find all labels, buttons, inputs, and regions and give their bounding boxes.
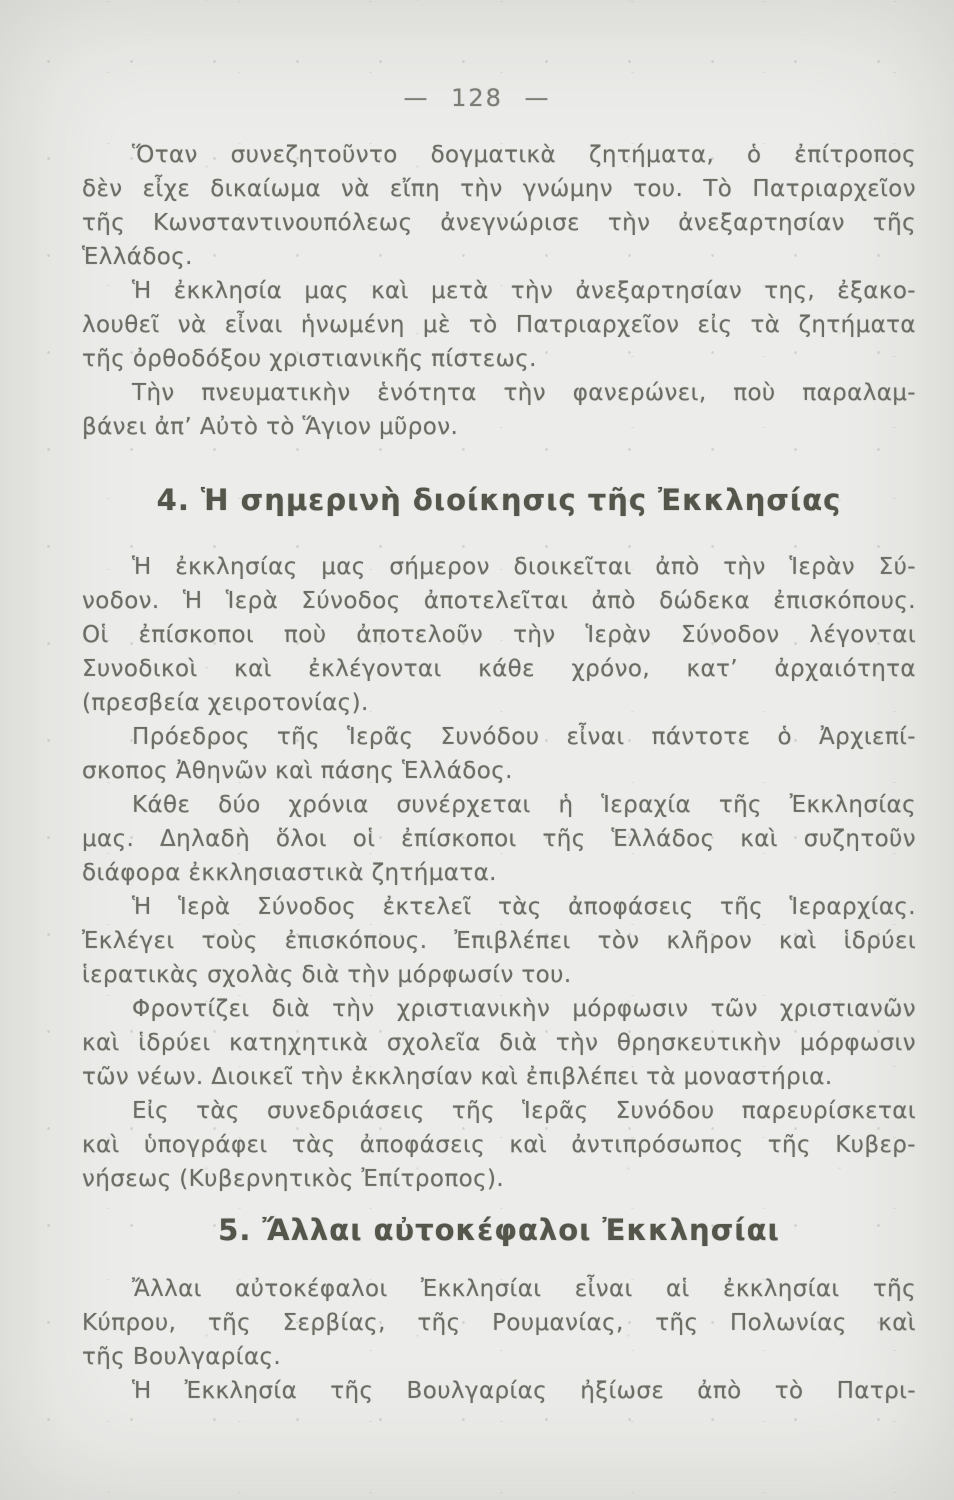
paragraph bbox=[82, 1272, 916, 1374]
paragraph bbox=[82, 274, 916, 376]
text-line: Ἡ ἐκκλησίας μας σήμερον διοικεῖται ἀπὸ τὴν Ἱερὰν Σύ- bbox=[132, 554, 916, 580]
paragraph bbox=[82, 376, 916, 444]
text-line: (πρεσβεία χειροτονίας). bbox=[82, 690, 369, 716]
text-line: Τὴν πνευματικὴν ἑνότητα τὴν φανερώνει, ποὺ παραλαμ- bbox=[132, 380, 916, 406]
text-line: Ἐκλέγει τοὺς ἐπισκόπους. Ἐπιβλέπει τὸν κλῆρον καὶ ἱδρύει bbox=[82, 928, 916, 954]
text-line: ἱερατικὰς σχολὰς διὰ τὴν μόρφωσίν του. bbox=[82, 962, 572, 988]
paragraph bbox=[82, 1094, 916, 1196]
paragraph bbox=[82, 1374, 916, 1408]
text-line: Φροντίζει διὰ τὴν χριστιανικὴν μόρφωσιν τῶν χριστιανῶν bbox=[132, 996, 916, 1022]
text-line: τῆς Κωνσταντινουπόλεως ἀνεγνώρισε τὴν ἀνεξαρτησίαν τῆς bbox=[82, 210, 916, 236]
section-heading-5: 5. Ἄλλαι αὐτοκέφαλοι Ἐκκλησίαι bbox=[218, 1213, 780, 1247]
text-line: Εἰς τὰς συνεδριάσεις τῆς Ἱερᾶς Συνόδου παρευρίσκεται bbox=[132, 1098, 916, 1124]
text-line: Ὅταν συνεζητοῦντο δογματικὰ ζητήματα, ὁ ἐπίτροπος bbox=[132, 142, 916, 168]
text-line: Ἡ Ἐκκλησία τῆς Βουλγαρίας ἠξίωσε ἀπὸ τὸ Πατρι- bbox=[132, 1378, 916, 1404]
text-line: τῆς ὀρθοδόξου χριστιανικῆς πίστεως. bbox=[82, 346, 537, 372]
paragraph bbox=[82, 788, 916, 890]
text-line: τῶν νέων. Διοικεῖ τὴν ἐκκλησίαν καὶ ἐπιβλέπει τὰ μοναστήρια. bbox=[82, 1064, 833, 1090]
text-line: μας. Δηλαδὴ ὅλοι οἱ ἐπίσκοποι τῆς Ἑλλάδος καὶ συζητοῦν bbox=[82, 826, 916, 852]
page-number bbox=[0, 84, 954, 112]
text-line: Κάθε δύο χρόνια συνέρχεται ἡ Ἱεραχία τῆς Ἐκκλησίας bbox=[132, 792, 916, 818]
paragraph bbox=[82, 992, 916, 1094]
text-line: νοδον. Ἡ Ἱερὰ Σύνοδος ἀποτελεῖται ἀπὸ δώδεκα ἐπισκόπους. bbox=[82, 588, 916, 614]
text-line: Συνοδικοὶ καὶ ἐκλέγονται κάθε χρόνο, κατ’ ἀρχαιότητα bbox=[82, 656, 916, 682]
paragraph bbox=[82, 890, 916, 992]
text-line: Ἡ Ἱερὰ Σύνοδος ἐκτελεῖ τὰς ἀποφάσεις τῆς Ἱεραρχίας. bbox=[132, 894, 916, 920]
text-line: σκοπος Ἀθηνῶν καὶ πάσης Ἑλλάδος. bbox=[82, 758, 513, 784]
text-line: νήσεως (Κυβερνητικὸς Ἐπίτροπος). bbox=[82, 1166, 505, 1192]
text-line: λουθεῖ νὰ εἶναι ἡνωμένη μὲ τὸ Πατριαρχεῖον εἰς τὰ ζητήματα bbox=[82, 312, 916, 338]
paragraph bbox=[82, 720, 916, 788]
text-line: Ἄλλαι αὐτοκέφαλοι Ἐκκλησίαι εἶναι αἱ ἐκκλησίαι τῆς bbox=[132, 1276, 916, 1302]
page-content bbox=[82, 138, 916, 1408]
text-line: Οἱ ἐπίσκοποι ποὺ ἀποτελοῦν τὴν Ἱερὰν Σύνοδον λέγονται bbox=[82, 622, 916, 648]
text-line: Πρόεδρος τῆς Ἱερᾶς Συνόδου εἶναι πάντοτε ὁ Ἀρχιεπί- bbox=[132, 724, 916, 750]
page-number-text: — 128 — bbox=[403, 84, 551, 112]
text-line: καὶ ὑπογράφει τὰς ἀποφάσεις καὶ ἀντιπρόσωπος τῆς Κυβερ- bbox=[82, 1132, 916, 1158]
text-line: Ἑλλάδος. bbox=[82, 244, 193, 270]
text-line: διάφορα ἐκκλησιαστικὰ ζητήματα. bbox=[82, 860, 497, 886]
text-line: καὶ ἱδρύει κατηχητικὰ σχολεῖα διὰ τὴν θρησκευτικὴν μόρφωσιν bbox=[82, 1030, 916, 1056]
text-line: Ἡ ἐκκλησία μας καὶ μετὰ τὴν ἀνεξαρτησίαν της, ἐξακο- bbox=[132, 278, 916, 304]
text-line: βάνει ἀπ’ Αὐτὸ τὸ Ἅγιον μῦρον. bbox=[82, 414, 459, 440]
paragraph bbox=[82, 138, 916, 274]
paragraph bbox=[82, 550, 916, 720]
text-line: δὲν εἶχε δικαίωμα νὰ εἴπη τὴν γνώμην του. Τὸ Πατριαρχεῖον bbox=[82, 176, 916, 202]
text-line: Κύπρου, τῆς Σερβίας, τῆς Ρουμανίας, τῆς Πολωνίας καὶ bbox=[82, 1310, 916, 1336]
text-line: τῆς Βουλγαρίας. bbox=[82, 1344, 282, 1370]
section-heading-4: 4. Ἡ σημερινὴ διοίκησις τῆς Ἐκκλησίας bbox=[156, 483, 842, 517]
